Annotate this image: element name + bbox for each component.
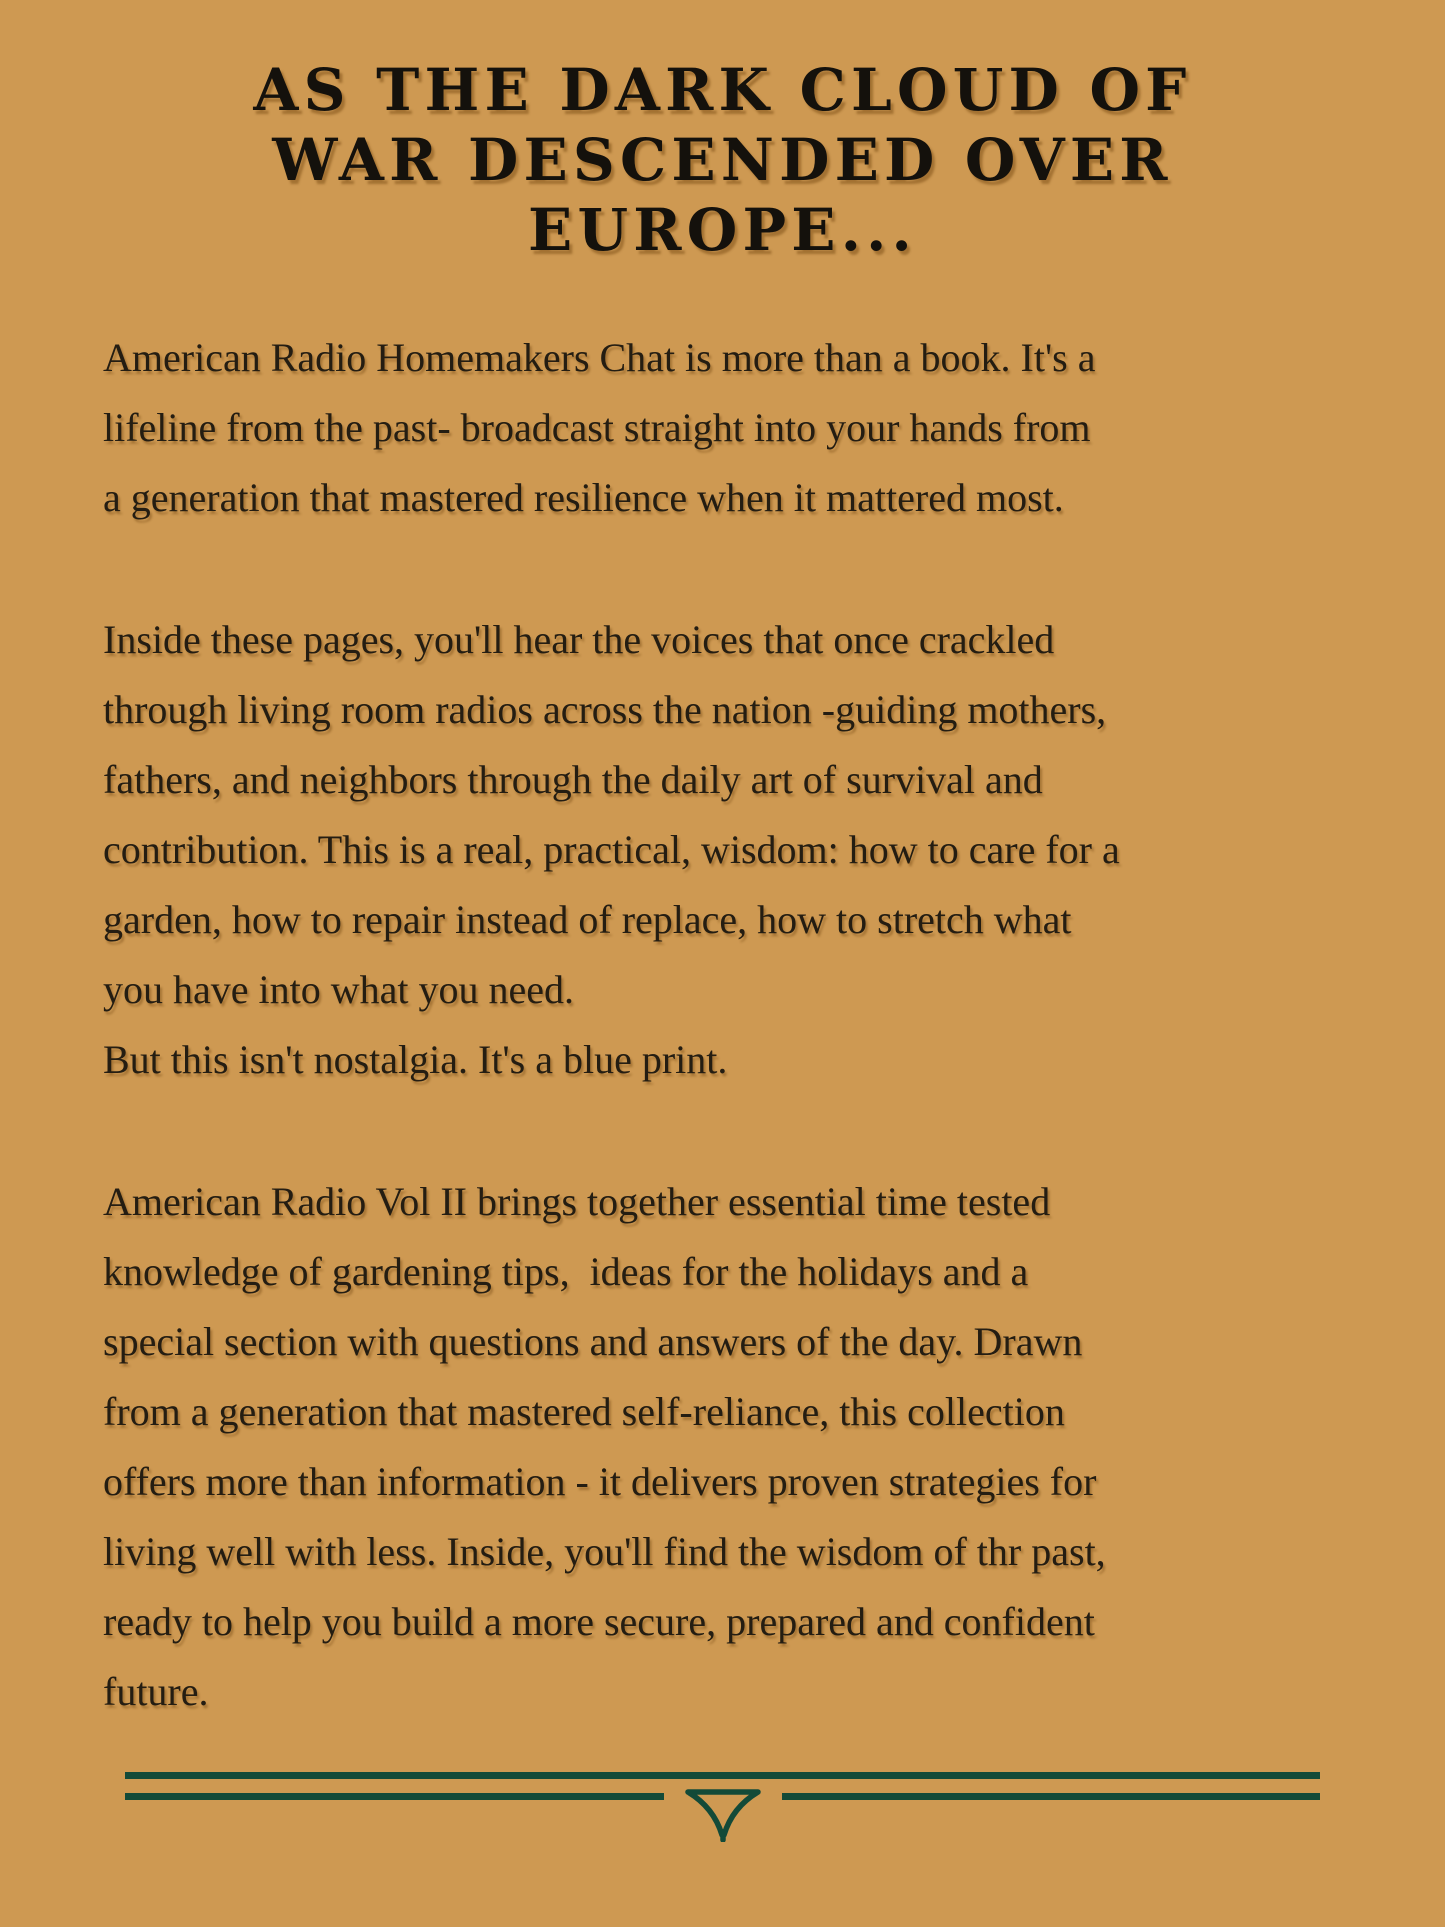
page-title	[0, 55, 1445, 265]
text-line: But this isn't nostalgia. It's a blue print.	[103, 1037, 728, 1082]
text-line: living well with less. Inside, you'll find the wisdom of thr past,	[103, 1529, 1106, 1574]
title-line-3: EUROPE...	[528, 196, 917, 264]
title-line-2: WAR DESCENDED OVER	[272, 126, 1173, 194]
text-line: through living room radios across the nation -guiding mothers,	[103, 687, 1107, 732]
text-line: contribution. This is a real, practical, wisdom: how to care for a	[103, 827, 1120, 872]
text-line: special section with questions and answers of the day. Drawn	[103, 1319, 1083, 1364]
text-line: garden, how to repair instead of replace, how to stretch what	[103, 897, 1072, 942]
body-content	[0, 323, 1445, 1727]
text-line: Inside these pages, you'll hear the voices that once crackled	[103, 617, 1055, 662]
ornament-gap	[664, 1793, 782, 1842]
text-line: knowledge of gardening tips, ideas for the holidays and a	[103, 1249, 1029, 1294]
text-line: lifeline from the past- broadcast straight into your hands from	[103, 405, 1091, 450]
text-line: future.	[103, 1669, 209, 1714]
divider-line-bottom	[125, 1793, 1320, 1842]
text-line: offers more than information - it delivers proven strategies for	[103, 1459, 1097, 1504]
divider-line-top	[125, 1772, 1320, 1779]
down-arrow-ornament-icon	[684, 1788, 762, 1842]
body-paragraph-2	[103, 605, 1345, 1095]
text-line: from a generation that mastered self-reliance, this collection	[103, 1389, 1065, 1434]
text-line: fathers, and neighbors through the daily art of survival and	[103, 757, 1043, 802]
divider	[125, 1772, 1320, 1842]
title-line-1: AS THE DARK CLOUD OF	[253, 56, 1192, 124]
text-line: ready to help you build a more secure, prepared and confident	[103, 1599, 1095, 1644]
text-line: you have into what you need.	[103, 967, 574, 1012]
text-line: a generation that mastered resilience when it mattered most.	[103, 475, 1064, 520]
text-line: American Radio Homemakers Chat is more than a book. It's a	[103, 335, 1096, 380]
divider-line-bottom-left	[125, 1793, 664, 1800]
text-line: American Radio Vol II brings together essential time tested	[103, 1179, 1051, 1224]
divider-line-bottom-right	[782, 1793, 1321, 1800]
body-paragraph-1	[103, 323, 1345, 533]
body-paragraph-3	[103, 1167, 1345, 1727]
